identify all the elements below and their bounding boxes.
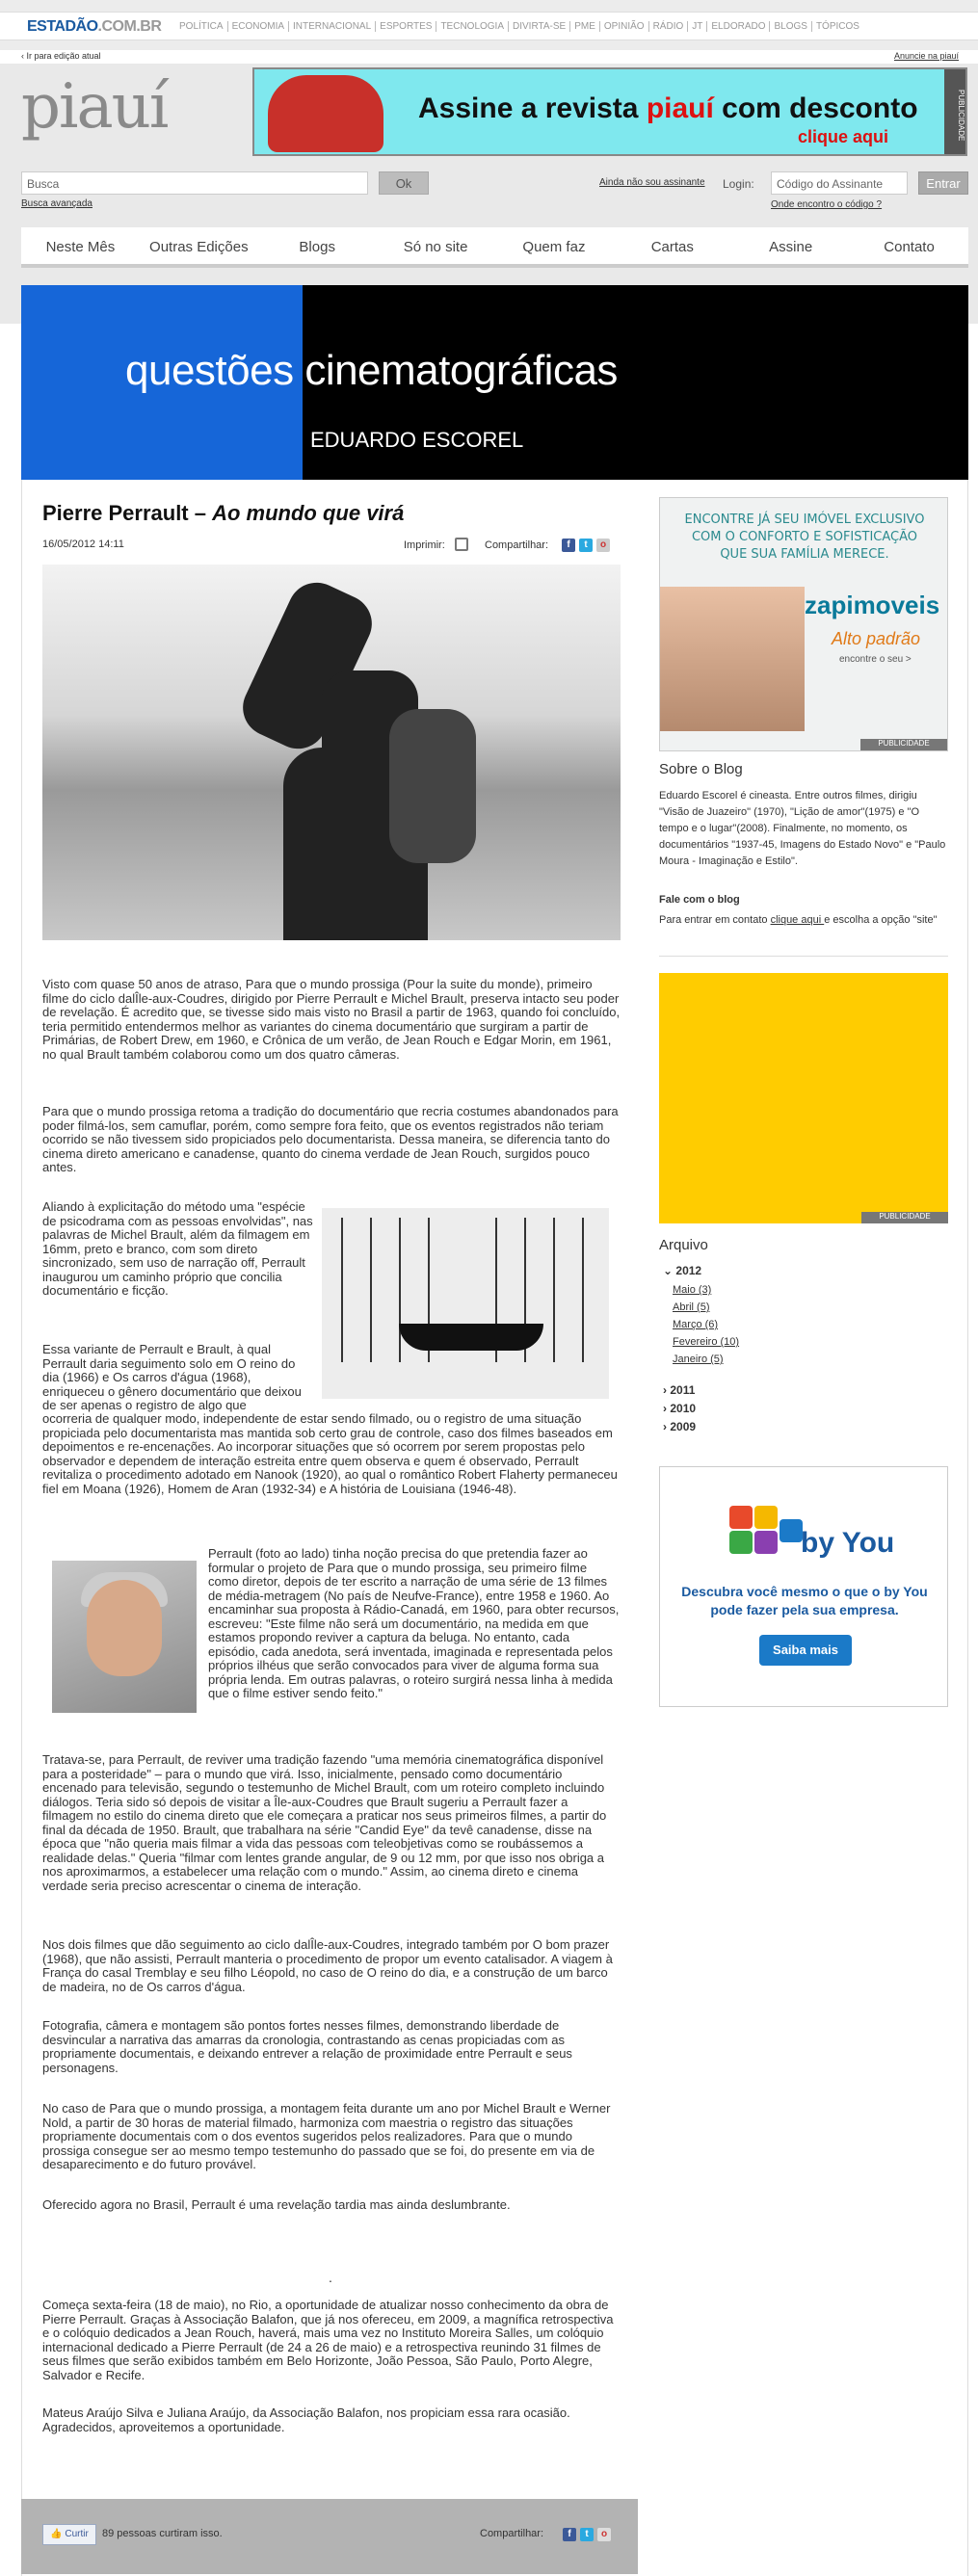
nav-item-so-no-site[interactable]: Só no site	[403, 239, 468, 255]
yellow-ad[interactable]	[659, 973, 948, 1223]
paragraph-7: Nos dois filmes que dão seguimento ao ciclo dalÎle-aux-Coudres, integrado também por O bom prazer (1968), que não assisti, Perrault manteria o procedimento de propor um evento catalisador. A viagem à França do casal Tremblay e seu filho Léopold, no caso de O reino do dia, e a construção de um barco de madeira, no de Os carros d'água.	[42, 1937, 613, 1994]
archive-year-2010[interactable]: › 2010	[663, 1402, 697, 1415]
top-link[interactable]: DIVIRTA-SE	[508, 21, 569, 32]
facebook-icon[interactable]: f	[562, 539, 575, 552]
about-text: Eduardo Escorel é cineasta. Entre outros filmes, dirigiu "Visão de Juazeiro" (1970), "Lição de amor"(1975) e "O tempo e o lugar"(2008). Finalmente, no momento, os documentários "1937-45, Imagens do Estado Novo" e "Paulo Moura - Imaginação e Estilo".	[659, 790, 946, 867]
article-footer	[21, 2499, 638, 2574]
ad1-label: PUBLICIDADE	[860, 739, 947, 750]
paragraph-6: Tratava-se, para Perrault, de reviver uma tradição fazendo "uma memória cinematográfica disponível para a posteridade" – para o mundo que virá. Isso, inicialmente, pensado como documentário encenado para televisão, segundo o testemunho de Michel Brault, com um roteiro completo incluindo diálogos. Teria sido só depois de visitar a Île-aux-Coudres que Brault sugeriu a Perrault fazer a filmagem no estilo do cinema direto que ele começara a praticar nos seus primeiros filmes, a partir do final da década de 1950. Brault, que trabalhara na série "Candid Eye" da tevê canadense, disse na época que "não queria mais filmar a vida das pessoas com teleobjetivas como se roubássemos a realidade delas." Queria "filmar com lentes grande angular, de 9 ou 12 mm, por que isso nos obriga a nos aproximarmos, a estabelecer uma relação com o mundo." Assim, ao cinema direto e cinema verdade seria preciso acrescentar o cinema de interação.	[42, 1752, 607, 1893]
archive-month[interactable]: Maio (3)	[673, 1284, 712, 1296]
print-icon[interactable]	[455, 538, 468, 551]
about-title: Sobre o Blog	[659, 761, 743, 777]
nav-item-neste-mes[interactable]: Neste Mês	[45, 239, 116, 255]
piaui-logo[interactable]: piauí	[21, 71, 168, 143]
not-subscriber-link[interactable]: Ainda não sou assinante	[599, 177, 705, 188]
article-boat-photo	[322, 1208, 609, 1399]
top-link[interactable]: BLOGS	[769, 21, 810, 32]
nav-item-outras-edicoes[interactable]: Outras Edições	[149, 239, 249, 255]
main-nav	[21, 227, 968, 268]
banner-illustration	[268, 75, 383, 152]
chevron-right-icon: ›	[663, 1420, 667, 1433]
divider	[659, 956, 948, 957]
zapimoveis-logo: zapimoveis	[805, 591, 940, 619]
top-link[interactable]: ECONOMIA	[227, 21, 288, 32]
saiba-mais-button[interactable]: Saiba mais	[759, 1635, 852, 1666]
share-label: Compartilhar:	[485, 539, 549, 551]
byyou-logo: by You	[801, 1527, 895, 1559]
nav-item-blogs[interactable]: Blogs	[299, 239, 335, 255]
search-ok-button[interactable]: Ok	[379, 171, 429, 195]
contact-title: Fale com o blog	[659, 894, 740, 906]
top-link[interactable]: PME	[569, 21, 599, 32]
blog-title[interactable]: questões cinematográficas	[125, 347, 618, 394]
ad1-text: ENCONTRE JÁ SEU IMÓVEL EXCLUSIVO COM O CONFORTO E SOFISTICAÇÃO QUE SUA FAMÍLIA MERECE.	[684, 513, 925, 562]
perrault-portrait-photo	[52, 1561, 197, 1713]
ad2-label: PUBLICIDADE	[861, 1212, 948, 1223]
archive-year-2012[interactable]: ⌄ 2012	[663, 1264, 702, 1277]
print-label: Imprimir:	[404, 539, 445, 551]
top-links	[175, 21, 863, 32]
article-main-photo	[42, 565, 621, 940]
orkut-icon[interactable]: o	[596, 539, 610, 552]
byyou-icon	[754, 1506, 778, 1529]
archive-title: Arquivo	[659, 1237, 708, 1253]
current-edition-link[interactable]: ‹ Ir para edição atual	[21, 51, 101, 61]
archive-year-2009[interactable]: › 2009	[663, 1420, 697, 1433]
nav-item-cartas[interactable]: Cartas	[650, 239, 694, 255]
estadao-logo[interactable]: ESTADÃO.COM.BR	[27, 18, 162, 35]
footer-orkut-icon[interactable]: o	[597, 2528, 611, 2541]
top-link[interactable]: RÁDIO	[648, 21, 688, 32]
like-button[interactable]: 👍 Curtir	[42, 2524, 96, 2545]
footer-share-label: Compartilhar:	[480, 2528, 544, 2539]
thumbs-up-icon: 👍	[50, 2529, 63, 2539]
top-link[interactable]: ELDORADO	[706, 21, 769, 32]
paragraph-4a: Essa variante de Perrault e Brault, à qual Perrault daria seguimento solo em O reino do dia (1966) e Os carros d'água (1968), enriqueceu o gênero documentário que deixou de ser apenas o registro de algo que	[42, 1342, 302, 1412]
blog-author: EDUARDO ESCOREL	[310, 428, 524, 452]
banner-cta[interactable]: clique aqui	[797, 127, 888, 146]
byyou-icon	[729, 1506, 753, 1529]
contact-link[interactable]: clique aqui	[770, 914, 825, 926]
chevron-right-icon: ›	[663, 1383, 667, 1397]
paragraph-2: Para que o mundo prossiga retoma a tradição do documentário que recria costumes abandonados para poder filmá-los, sem camuflar, porém, como sempre fora feito, que os eventos registrados não teriam ocorrido se não tivessem sido propiciados pelo documentarista. Dessa maneira, se diferencia tanto do cinema direto americano e canadense, quanto do cinema verdade de Jean Rouch, surgidos pouco antes.	[42, 1104, 619, 1174]
paragraph-3: Aliando à explicitação do método uma "espécie de psicodrama com as pessoas envolvidas", nas palavras de Michel Brault, além da filmagem em 16mm, preto e branco, com som direto sincronizado, sem uso de narração off, Perrault inaugurou um caminho próprio que concilia documentário e ficção.	[42, 1199, 313, 1298]
nav-item-contato[interactable]: Contato	[884, 239, 935, 255]
article-title: Pierre Perrault – Ao mundo que virá	[42, 501, 405, 525]
login-enter-button[interactable]: Entrar	[918, 171, 968, 195]
article-date: 16/05/2012 14:11	[42, 539, 124, 550]
advertise-link[interactable]: Anuncie na piauí	[893, 51, 959, 61]
footer-twitter-icon[interactable]: t	[580, 2528, 594, 2541]
ad1-photo	[660, 587, 805, 731]
paragraph-12: Mateus Araújo Silva e Juliana Araújo, da Associação Balafon, nos propiciam essa rara ocasião. Agradecidos, aproveitemos a oportunidade.	[42, 2405, 570, 2434]
byyou-icon	[729, 1531, 753, 1554]
top-link[interactable]: INTERNACIONAL	[288, 21, 375, 32]
byyou-text: Descubra você mesmo o que o by You pode fazer pela sua empresa.	[681, 1584, 928, 1617]
archive-month[interactable]: Março (6)	[673, 1319, 719, 1330]
paragraph-10: Oferecido agora no Brasil, Perrault é uma revelação tardia mas ainda deslumbrante.	[42, 2197, 511, 2212]
archive-month[interactable]: Janeiro (5)	[673, 1354, 724, 1365]
chevron-down-icon: ⌄	[663, 1264, 674, 1277]
top-link[interactable]: OPINIÃO	[599, 21, 648, 32]
top-link[interactable]: TÓPICOS	[811, 21, 863, 32]
where-code-link[interactable]: Onde encontro o código ?	[771, 199, 883, 210]
footer-facebook-icon[interactable]: f	[563, 2528, 576, 2541]
banner-headline: Assine a revista piauí com desconto	[418, 92, 918, 124]
paragraph-5: Perrault (foto ao lado) tinha noção precisa do que pretendia fazer ao formular o projeto de Para que o mundo prossiga, seu primeiro filme como diretor, depois de ter escrito a narração de uma série de 13 filmes de média-metragem (No país de Neufve-France), entre 1958 e 1960. Ao encaminhar sua proposta à Rádio-Canadá, em 1960, para obter recursos, escreveu: "Este filme não será um documentário, na medida em que estamos propondo reviver a captura da beluga. No entanto, cada episódio, cada anedota, será inventada, imaginada e representada pelos próprios ilhéus que serão convocados para viver de alguma forma sua própria lenda. Em outras palavras, o roteiro surgirá nessa linha à medida que o filme estiver sendo feito."	[208, 1546, 620, 1700]
zapimoveis-ad[interactable]	[659, 497, 948, 751]
paragraph-1: Visto com quase 50 anos de atraso, Para que o mundo prossiga (Pour la suite du monde), primeiro filme do ciclo dalÎle-aux-Coudres, dirigido por Pierre Perrault e Michel Brault, preserva intacto seu poder de revelação. É acredito que, se tivesse sido mais visto no Brasil a partir de 1963, quando foi concluído, teria permitido entendermos melhor as variantes do cinema documentário que surgiram a partir de Primárias, de Robert Drew, em 1960, e Crônica de um verão, de Jean Rouch e Edgar Morin, em 1961, no qual Brault também colaborou como um dos quatro câmeras.	[42, 977, 621, 1062]
blog-hero	[21, 285, 968, 480]
twitter-icon[interactable]: t	[579, 539, 593, 552]
section-separator: .	[329, 2270, 332, 2285]
archive-month[interactable]: Abril (5)	[673, 1301, 710, 1313]
top-link[interactable]: TECNOLOGIA	[436, 21, 508, 32]
banner-ad-label: PUBLICIDADE	[944, 69, 965, 154]
top-bar-inner	[0, 12, 978, 40]
subscriber-code-input[interactable]: Código do Assinante	[771, 171, 908, 195]
paragraph-8: Fotografia, câmera e montagem são pontos fortes nesses filmes, demonstrando liberdade de desvincular a narrativa das amarras da cronologia, contrastando as cenas propiciadas com as propriamente documentais, e deixando entrever a relação de proximidade entre Perrault e seus personagens.	[42, 2018, 572, 2075]
archive-year-2011[interactable]: › 2011	[663, 1383, 696, 1397]
archive-month[interactable]: Fevereiro (10)	[673, 1336, 740, 1348]
ad1-slogan: Alto padrão	[832, 629, 921, 648]
paragraph-11: Começa sexta-feira (18 de maio), no Rio, a oportunidade de atualizar nosso conhecimento da obra de Pierre Perrault. Graças à Associação Balafon, que já nos ofereceu, em 2009, a magnífica retrospectiva e o colóquio dedicados a Jean Rouch, haverá, mais uma vez no Instituto Moreira Salles, um colóquio internacional dedicado a Pierre Perrault (de 24 a 26 de maio) e a retrospectiva reunindo 31 filmes de seus filmes que serão exibidos também em Belo Horizonte, João Pessoa, São Paulo, Porto Alegre, Salvador e Recife.	[42, 2298, 614, 2382]
contact-text: Para entrar em contato clique aqui e escolha a opção "site"	[659, 914, 938, 926]
advanced-search-link[interactable]: Busca avançada	[21, 198, 93, 209]
paragraph-4b: ocorreria de qualquer modo, independente de estar sendo filmado, ou o registro de uma situação propiciada pelo documentarista mas mantida sob certo grau de controle, caso dos filmes baseados em depoimentos e re-encenações. Ao incorporar situações que só ocorrem por serem propostas pelo observador e dependem de interação estreita entre quem observa e quem é observado, Perrault revitaliza o procedimento adotado em Nanook (1920), ao qual o romântico Robert Flaherty permaneceu fiel em Moana (1926), Homem de Aran (1932-34) e A história de Louisiana (1946-48).	[42, 1411, 618, 1496]
subscribe-banner[interactable]	[252, 67, 967, 156]
top-link[interactable]: POLÍTICA	[179, 21, 224, 32]
nav-item-assine[interactable]: Assine	[769, 239, 813, 255]
paragraph-9: No caso de Para que o mundo prossiga, a montagem feita durante um ano por Michel Brault e Werner Nold, a partir de 30 horas de material filmado, harmoniza com maestria o registro das situações propriamente documentais com o dos eventos sugeridos pelos realizadores. Para que o mundo prossiga consegue ser ao mesmo tempo testemunho do passado que se foi, do presente em via de desaparecimento e do futuro provável.	[42, 2101, 611, 2171]
edition-bar	[0, 50, 978, 64]
ad1-cta[interactable]: encontre o seu >	[839, 654, 912, 665]
top-link[interactable]: ESPORTES	[375, 21, 436, 32]
chevron-right-icon: ›	[663, 1402, 667, 1415]
like-count: 89 pessoas curtiram isso.	[102, 2528, 223, 2539]
byyou-ad[interactable]	[659, 1466, 948, 1707]
byyou-icon	[780, 1519, 803, 1542]
top-bar	[0, 0, 978, 50]
byyou-icon	[754, 1531, 778, 1554]
search-input[interactable]: Busca	[21, 171, 368, 195]
login-label: Login:	[723, 177, 754, 191]
top-link[interactable]: JT	[687, 21, 706, 32]
nav-item-quem-faz[interactable]: Quem faz	[522, 239, 586, 255]
